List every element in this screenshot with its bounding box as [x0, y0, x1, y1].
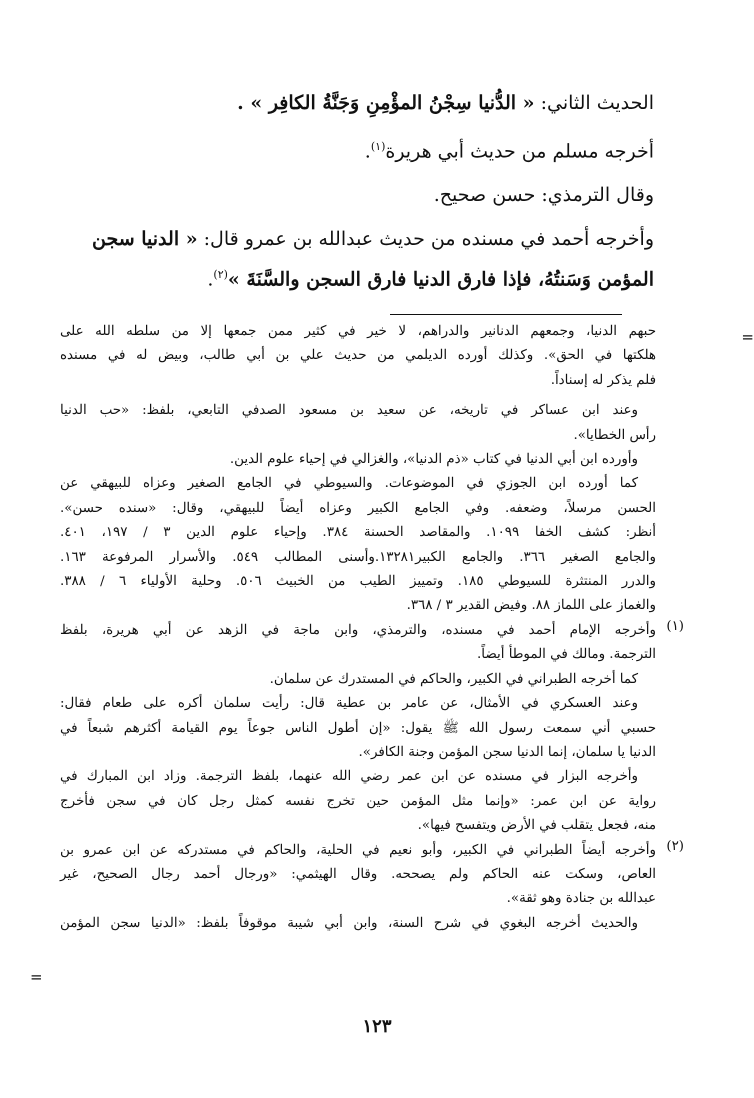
note-line: حبهم الدنيا، وجمعهم الدنانير والدراهم، لا خير في كثير ممن جمعها إلا من سلطه الله على [60, 324, 656, 339]
main-line-5: المؤمن وَسَنتُهُ، فإذا فارق الدنيا فارق السجن والسَّنَةَ »$^{(٢)}$. [207, 268, 654, 291]
footnote-1 [60, 618, 684, 643]
note-line: والدرر المنتثرة للسيوطي ١٨٥. وتمييز الطيب من الخبيث ٥٠٦. وحلية الأولياء ٦ / ٣٨٨. [60, 574, 656, 590]
note-line: وعند ابن عساكر في تاريخه، عن سعيد بن مسعود الصدفي التابعي، بلفظ: «حب الدنيا [60, 403, 638, 419]
footnotes [60, 320, 684, 936]
note-line: منه، فجعل يتقلب في الأرض ويتفسح فيها». [417, 818, 656, 834]
note-line: العاص، وسكت عنه الحاكم ولم يصححه. وقال الهيثمي: «ورجال أحمد رجال الصحيح، غير [60, 866, 656, 882]
note-line: عبدالله بن جنادة وهو ثقة». [506, 891, 656, 907]
note-line: هلكتها في الحق». وكذلك أورده الديلمي من حديث علي بن أبي طالب، وبيض له في مسنده [60, 348, 656, 364]
note-line: والغماز على اللماز ٨٨. وفيض القدير ٣ / ٣٦٨. [406, 598, 656, 614]
note-line: كما أخرجه الطبراني في الكبير، والحاكم في المستدرك عن سلمان. [269, 671, 638, 687]
footnote-number-2: (٢) [666, 838, 684, 854]
footnote-2 [60, 838, 684, 863]
continuation-mark-bottom: = [30, 968, 43, 986]
main-line-3: وقال الترمذي: حسن صحيح. [433, 184, 654, 207]
note-line: الحسن مرسلاً، وضعفه. وفي الجامع الكبير وعزاه أيضاً للبيهقي، وقال: «سنده حسن». [60, 500, 656, 516]
note-line: فلم يذكر له إسناداً. [550, 372, 656, 388]
note-line: رأس الخطايا». [573, 427, 656, 443]
main-line-4: وأخرجه أحمد في مسنده من حديث عبدالله بن عمرو قال: « الدنيا سجن [91, 228, 654, 251]
note-line: الترجمة. ومالك في الموطأ أيضاً. [477, 647, 656, 663]
note-line: الدنيا يا سلمان، إنما الدنيا سجن المؤمن وجنة الكافر». [358, 744, 656, 760]
note-line: كما أورده ابن الجوزي في الموضوعات. والسيوطي في الجامع الصغير وعزاه للبيهقي عن [60, 476, 638, 492]
page-number: ١٢٣ [362, 1016, 392, 1037]
hadith-heading-line [94, 86, 654, 120]
continuation-mark-top: = [741, 328, 754, 346]
note-line: والحديث أخرجه البغوي في شرح السنة، وابن أبي شيبة موقوفاً بلفظ: «الدنيا سجن المؤمن [60, 915, 638, 931]
note-line: والجامع الصغير ٣٦٦. والجامع الكبير١٣٢٨١.وأسنى المطالب ٥٤٩. والأسرار المرفوعة ١٦٣. [60, 549, 656, 565]
main-line-2: أخرجه مسلم من حديث أبي هريرة$^{(١)}$. [364, 140, 654, 163]
note-line: وأخرجه البزار في مسنده عن ابن عمر رضي الله عنهما، بلفظ الترجمة. وزاد ابن المبارك في [60, 769, 638, 785]
main-text [91, 86, 654, 307]
footnote-separator [390, 314, 622, 315]
note-line: وأخرجه أيضاً الطبراني في الكبير، وأبو نعيم في الحلية، والحاكم في مستدركه عن ابن عمرو بن [60, 842, 656, 858]
note-line: وعند العسكري في الأمثال، عن عامر بن عطية قال: رأيت سلمان أكره على طعام فقال: [60, 696, 638, 712]
note-line: أنظر: كشف الخفا ١٠٩٩. والمقاصد الحسنة ٣٨٤. وإحياء علوم الدين ٣ / ١٩٧، ٤٠١. [60, 525, 657, 541]
note-line: حسبي أني سمعت رسول الله ﷺ يقول: «إن أطول الناس جوعاً يوم القيامة أكثرهم شبعاً في [60, 720, 656, 736]
note-line: رواية عن ابن عمر: «وإنما مثل المؤمن حين تخرج نفسه كمثل رجل كان في سجن فأخرج [60, 793, 656, 809]
footnote-number-1: (١) [666, 618, 684, 634]
footnote-ref-2: (٢) [213, 268, 228, 282]
note-line: وأورده ابن أبي الدنيا في كتاب «ذم الدنيا»، والغزالي في إحياء علوم الدين. [229, 452, 638, 468]
note-line: وأخرجه الإمام أحمد في مسنده، والترمذي، وابن ماجة في الزهد عن أبي هريرة، بلفظ [60, 622, 656, 638]
hadith-heading-lead: الحديث الثاني: [534, 92, 654, 114]
hadith-text: « الدُّنيا سِجْنُ المؤْمِنِ وَجَنَّةُ الكافِر » . [237, 92, 535, 114]
footnote-ref-1: (١) [370, 140, 386, 153]
